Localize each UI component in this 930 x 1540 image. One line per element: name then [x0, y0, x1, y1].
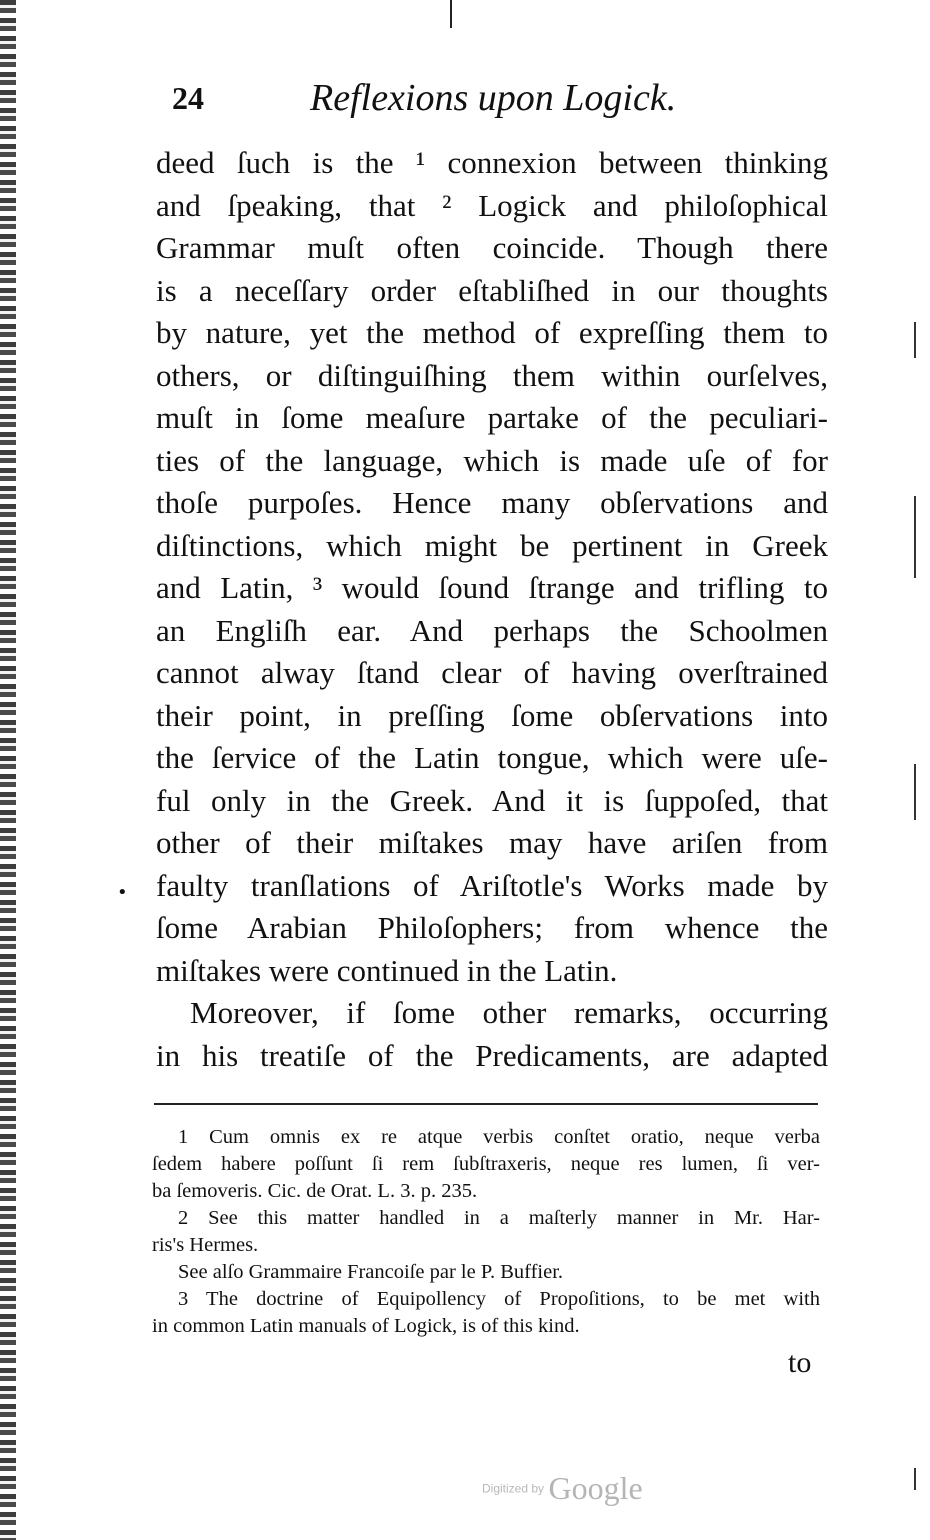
right-edge-marks — [914, 0, 926, 1540]
edge-mark — [914, 764, 916, 820]
text-line: diſtinctions, which might be pertinent in Greek — [156, 527, 828, 563]
text-line: Grammar muſt often coincide. Though there — [156, 230, 828, 265]
footnote-line: ris's Hermes. — [152, 1234, 259, 1256]
text-line: ſome Arabian Philoſophers; from whence the — [156, 910, 828, 945]
google-logo: Google — [548, 1470, 643, 1506]
text-line: other of their miſtakes may have ariſen from — [156, 825, 828, 860]
footnote-line: 2 See this matter handled in a maſterly manner in Mr. Har- — [178, 1207, 820, 1229]
text-line: Moreover, if ſome other remarks, occurring — [190, 995, 828, 1030]
page-header — [172, 70, 732, 130]
footnote-line: 1 Cum omnis ex re atque verbis conſtet oratio, neque verba — [178, 1126, 820, 1148]
page-number: 24 — [172, 80, 204, 116]
text-line: the ſervice of the Latin tongue, which were uſe- — [156, 740, 828, 775]
text-line: cannot alway ſtand clear of having overſtrained — [156, 655, 828, 690]
text-line: others, or diſtinguiſhing them within ourſelves, — [156, 357, 828, 393]
edge-mark — [914, 1468, 916, 1490]
footnote-line: 3 The doctrine of Equipollency of Propoſitions, to be met with — [178, 1288, 820, 1310]
text-line: and Latin, ³ would ſound ſtrange and trifling to — [156, 570, 828, 605]
text-line: ties of the language, which is made uſe of for — [156, 442, 828, 478]
running-title: Reflexions upon Logick. — [310, 77, 677, 119]
footnote-line: ſedem habere poſſunt ſi rem ſubſtraxeris, neque res lumen, ſi ver- — [152, 1153, 820, 1175]
margin-dot: • — [117, 882, 128, 903]
text-line: miſtakes were continued in the Latin. — [156, 952, 618, 988]
body-text — [156, 142, 828, 1077]
footnote-divider — [154, 1103, 818, 1105]
footnote-line: in common Latin manuals of Logick, is of this kind. — [152, 1315, 580, 1337]
text-line: ful only in the Greek. And it is ſuppoſed, that — [156, 782, 828, 818]
text-line: an Engliſh ear. And perhaps the Schoolmen — [156, 612, 828, 648]
text-line: thoſe purpoſes. Hence many obſervations and — [156, 485, 828, 520]
text-line: their point, in preſſing ſome obſervations into — [156, 697, 828, 733]
watermark-prefix: Digitized by — [482, 1481, 545, 1496]
text-line: muſt in ſome meaſure partake of the peculiari- — [156, 400, 828, 435]
text-line: by nature, yet the method of expreſſing them to — [156, 315, 828, 350]
text-line: is a neceſſary order eſtabliſhed in our thoughts — [156, 272, 828, 308]
top-edge-mark — [450, 0, 452, 28]
page-edge-shadow — [0, 0, 16, 1540]
footnote-line: See alſo Grammaire Francoiſe par le P. Buffier. — [178, 1261, 564, 1283]
edge-mark — [914, 322, 916, 358]
text-line: deed ſuch is the ¹ connexion between thinking — [156, 145, 828, 180]
edge-mark — [914, 496, 916, 578]
text-line: faulty tranſlations of Ariſtotle's Works made by — [156, 867, 828, 903]
text-line: in his treatiſe of the Predicaments, are adapted — [156, 1037, 828, 1073]
text-line: and ſpeaking, that ² Logick and philoſophical — [156, 187, 828, 223]
footnotes — [152, 1124, 820, 1340]
catchword: to — [788, 1346, 812, 1379]
digitized-watermark — [482, 1470, 643, 1507]
footnote-line: ba ſemoveris. Cic. de Orat. L. 3. p. 235. — [152, 1180, 478, 1202]
